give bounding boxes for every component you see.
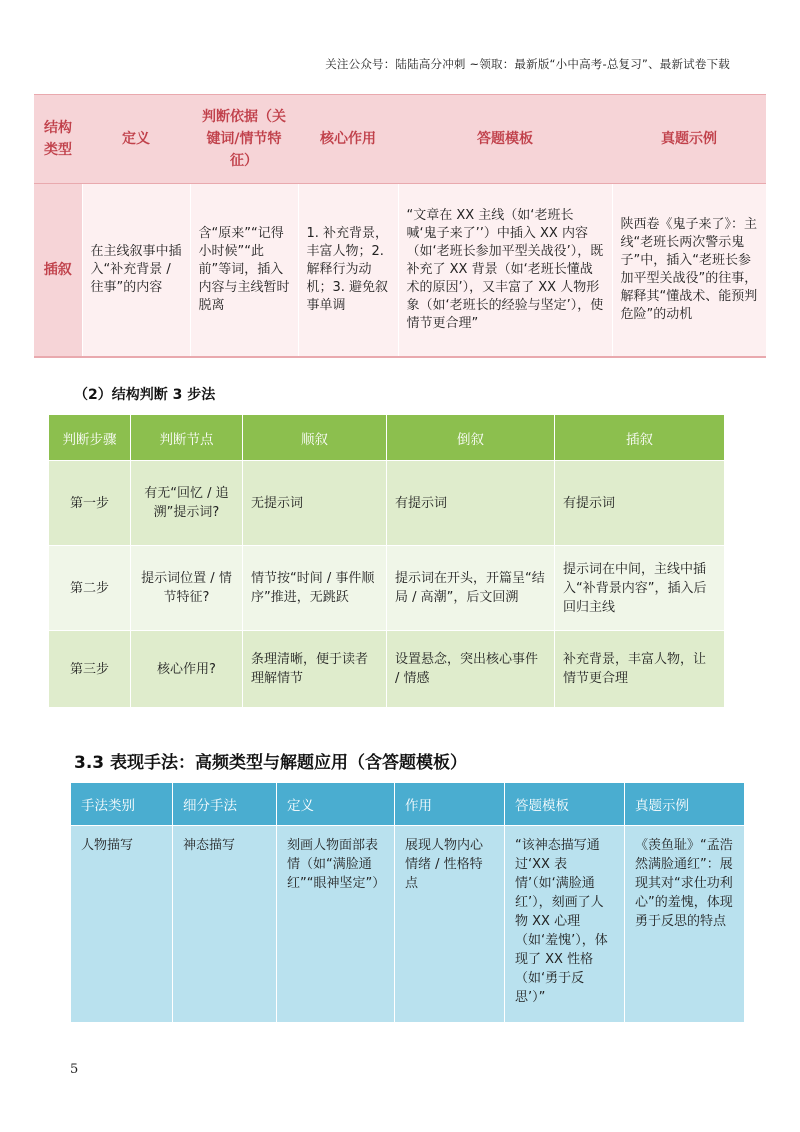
header-cell: 判断依据（关键词/情节特征） [190,95,298,184]
sequential-cell: 情节按“时间 / 事件顺序”推进，无跳跃 [243,546,387,631]
flashback-cell: 设置悬念，突出核心事件 / 情感 [387,631,555,708]
section-title: 3.3 表现手法：高频类型与解题应用（含答题模板） [74,753,468,773]
table-header-row [34,95,766,184]
header-cell: 答题模板 [505,783,625,826]
basis-cell: 含“原来”“记得小时候”“此前”等词，插入内容与主线暂时脱离 [190,184,298,358]
page-number: 5 [70,1062,79,1077]
row-type-cell: 插叙 [34,184,82,358]
example-cell: 陕西卷《鬼子来了》：主线“老班长两次警示鬼子”中，插入“老班长参加平型关战役”的往事，解释其“懂战术、能预判危险”的动机 [612,184,766,358]
effect-cell: 展现人物内心情绪 / 性格特点 [395,826,505,1023]
sequential-cell: 无提示词 [243,461,387,546]
definition-cell: 刻画人物面部表情（如“满脸通红”“眼神坚定”） [277,826,395,1023]
function-cell: 1. 补充背景，丰富人物；2. 解释行为动机；3. 避免叙事单调 [298,184,398,358]
table-row [34,184,766,358]
subtechnique-cell: 神态描写 [173,826,277,1023]
header-cell: 作用 [395,783,505,826]
page-header: 关注公众号：陆陆高分冲刺 ~领取：最新版“小中高考-总复习”、最新试卷下载 [325,57,730,71]
interpolation-cell: 有提示词 [555,461,725,546]
expression-technique-table [70,782,745,1023]
table-row [49,546,725,631]
header-cell: 真题示例 [625,783,745,826]
header-cell: 核心作用 [298,95,398,184]
example-cell: 《羡鱼耻》“孟浩然满脸通红”：展现其对“求仕功利心”的羞愧，体现勇于反思的特点 [625,826,745,1023]
step-cell: 第一步 [49,461,131,546]
node-cell: 核心作用? [131,631,243,708]
header-cell: 插叙 [555,415,725,461]
header-cell: 判断步骤 [49,415,131,461]
header-cell: 真题示例 [612,95,766,184]
flashback-cell: 提示词在开头，开篇呈“结局 / 高潮”，后文回溯 [387,546,555,631]
interpolation-cell: 补充背景，丰富人物，让情节更合理 [555,631,725,708]
table-header-row [71,783,745,826]
interpolation-cell: 提示词在中间，主线中插入“补背景内容”，插入后回归主线 [555,546,725,631]
table-row [71,826,745,1023]
node-cell: 有无“回忆 / 追溯”提示词? [131,461,243,546]
header-cell: 定义 [277,783,395,826]
structure-judgment-table [48,414,725,708]
header-cell: 判断节点 [131,415,243,461]
category-cell: 人物描写 [71,826,173,1023]
table-header-row [49,415,725,461]
header-cell: 细分手法 [173,783,277,826]
header-cell: 倒叙 [387,415,555,461]
step-cell: 第三步 [49,631,131,708]
node-cell: 提示词位置 / 情节特征? [131,546,243,631]
definition-cell: 在主线叙事中插入“补充背景 / 往事”的内容 [82,184,190,358]
sequential-cell: 条理清晰，便于读者理解情节 [243,631,387,708]
flashback-cell: 有提示词 [387,461,555,546]
header-cell: 答题模板 [398,95,612,184]
step-cell: 第二步 [49,546,131,631]
header-cell: 结构类型 [34,95,82,184]
structure-type-table [34,94,766,358]
table-row [49,631,725,708]
header-cell: 手法类别 [71,783,173,826]
template-cell: “该神态描写通过‘XX 表情’（如‘满脸通红’），刻画了人物 XX 心理（如‘羞愧’），体现了 XX 性格（如‘勇于反思’）” [505,826,625,1023]
table-row [49,461,725,546]
header-cell: 顺叙 [243,415,387,461]
subsection-heading: （2）结构判断 3 步法 [74,387,216,403]
header-cell: 定义 [82,95,190,184]
template-cell: “文章在 XX 主线（如‘老班长喊‘鬼子来了’’）中插入 XX 内容（如‘老班长参加平型关战役’），既补充了 XX 背景（如‘老班长懂战术的原因’），又丰富了 XX 人物形象（如‘老班长的经验与坚定’），使情节更合理” [398,184,612,358]
